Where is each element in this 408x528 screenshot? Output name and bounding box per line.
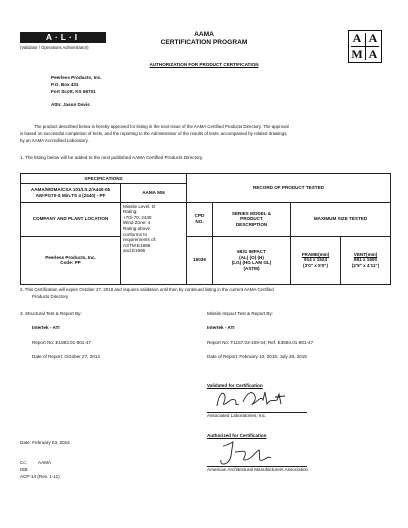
- aama-logo-divider: [365, 33, 366, 60]
- missile-report-date: Date of Report: February 10, 2015; July 28, 2015: [207, 354, 307, 359]
- series-line: 6831 IMPACT: [237, 249, 266, 255]
- recipient-po-box: P.O. Box 431: [51, 82, 79, 87]
- intro-line: by an AAMA Accredited Laboratory.: [20, 138, 89, 143]
- column-series-line: SERIES MODEL &: [231, 210, 272, 216]
- company-cell: [21, 236, 121, 285]
- missile-line: requirements of:: [123, 237, 157, 243]
- missile-line: conforms to: [123, 231, 147, 237]
- specifications-table: [20, 173, 391, 285]
- frame-in: (3'0" x 5'0"): [303, 263, 328, 269]
- missile-line: and E1996: [123, 248, 146, 254]
- missile-rating-cell: [121, 202, 187, 284]
- authorizer-signature: [215, 438, 275, 468]
- missile-line: ASTM E1886: [123, 242, 151, 248]
- frame-size-cell: [291, 236, 341, 285]
- ali-logo: A·L·I: [20, 32, 106, 43]
- structural-test-label: 3. Structural Test & Report By:: [20, 311, 82, 316]
- missile-report-no: Report No: F1157.03-109-34; Ref. E3684.01-801-47: [207, 340, 314, 345]
- aama-logo-letter: A: [352, 31, 362, 45]
- validated-org: Associated Laboratories, Inc.: [207, 413, 267, 418]
- spec-code-line: AAMA/WDMA/CSA 101/I.S.2/A440-05: [30, 187, 111, 193]
- series-cell: [213, 236, 291, 285]
- cpd-number: 15036: [187, 236, 213, 285]
- spec-code-line: AW-PG70-S Min.TS 4 (2440) - PF: [35, 192, 106, 198]
- spec-code-cell: [21, 184, 121, 202]
- column-max-size: MAXIMUM SIZE TESTED: [291, 202, 391, 236]
- recipient-city: Fort Scott, KS 66701: [51, 89, 96, 94]
- specifications-header: SPECIFICATIONS: [21, 174, 187, 184]
- vent-size-cell: [341, 236, 391, 285]
- frame-label: FRAME(mm): [301, 251, 330, 257]
- recipient-attn: Attn: Jason Davis: [51, 102, 90, 107]
- validated-label: Validated for Certification: [207, 383, 263, 388]
- missile-test-lab: Intertek - ATI: [207, 325, 235, 330]
- item-2-line: 2. This Certification will expire October 27, 2018 and requires validation until then by continued listing in the current AAMA Certified: [20, 287, 274, 292]
- record-header: RECORD OF PRODUCT TESTED: [187, 174, 391, 203]
- vent-label: VENT(mm): [353, 251, 378, 257]
- document-subtitle: AUTHORIZATION FOR PRODUCT CERTIFICATION: [149, 62, 259, 67]
- authorized-label: Authorized for Certification: [207, 433, 267, 438]
- title-program: CERTIFICATION PROGRAM: [160, 39, 248, 46]
- cc-secondary: ISB: [20, 467, 28, 472]
- column-cpd-line: CPD: [194, 213, 205, 219]
- intro-line: is based on successful completion of tests, and the reporting to the Administrator of the results of tests, accompanied by related drawings,: [20, 131, 288, 136]
- recipient-company: Peerless Products, Inc.: [51, 75, 102, 80]
- validator-signature: [213, 388, 293, 412]
- column-cpd-line: NO.: [195, 219, 204, 225]
- column-series-line: PRODUCT: [240, 216, 263, 222]
- column-company: COMPANY AND PLANT LOCATION: [21, 202, 121, 236]
- cc-label: Cc:: [20, 460, 27, 465]
- column-cpd: [187, 202, 213, 236]
- frame-mm: 914 x 1524: [304, 257, 328, 263]
- intro-line: The product described below is hereby approved for listing in the next issue of the AAMA Certified Products Directory. The approval: [34, 124, 289, 129]
- series-line: (ASTM): [243, 265, 260, 271]
- missile-line: Rating:: [123, 209, 138, 215]
- item-1: 1. The listing below will be added to the next published AAMA Certified Products Directory.: [20, 155, 204, 160]
- item-2-line: Products Directory.: [32, 294, 70, 299]
- structural-report-no: Report No: E1683.01-801-47: [32, 340, 91, 345]
- validator-label: (Validator / Operations Administrator): [20, 45, 89, 50]
- structural-report-date: Date of Report: October 27, 2014: [32, 354, 100, 359]
- aama-logo-letter: M: [351, 47, 363, 61]
- missile-line: Wind Zone: 4: [123, 220, 151, 226]
- form-number: ACP-14 (Rev. 1-11): [20, 474, 60, 479]
- structural-test-lab: Intertek - ATI: [32, 325, 60, 330]
- column-series: [213, 202, 291, 236]
- missile-line: +70/-70, 2440: [123, 214, 152, 220]
- missile-test-label: Missile Impact Test & Report By:: [207, 311, 274, 316]
- aama-logo-letter: A: [368, 31, 378, 45]
- column-series-line: DESCRIPTION: [235, 221, 268, 227]
- title-aama: AAMA: [194, 31, 214, 38]
- missile-line: Missile Level: D: [123, 203, 156, 209]
- company-name: Peerless Products, Inc.: [45, 254, 96, 260]
- vent-in: (2'9" x 4'11"): [351, 263, 380, 269]
- aama-code: AAMA 506: [121, 184, 187, 202]
- aama-logo: [348, 30, 382, 63]
- authorized-org: American Architectural Manufacturers Association: [207, 467, 309, 472]
- missile-line: Rating above: [123, 225, 151, 231]
- vent-mm: 851 x 1500: [354, 257, 378, 263]
- aama-logo-letter: A: [368, 47, 378, 61]
- cc-value: AAMA: [38, 460, 52, 465]
- series-line: (AL) (O) (H): [239, 254, 264, 260]
- issue-date: Date: February 03, 2016: [20, 440, 70, 445]
- series-line: (LG) (HG LAM GL): [231, 260, 272, 266]
- company-code: Code: PP: [60, 260, 81, 266]
